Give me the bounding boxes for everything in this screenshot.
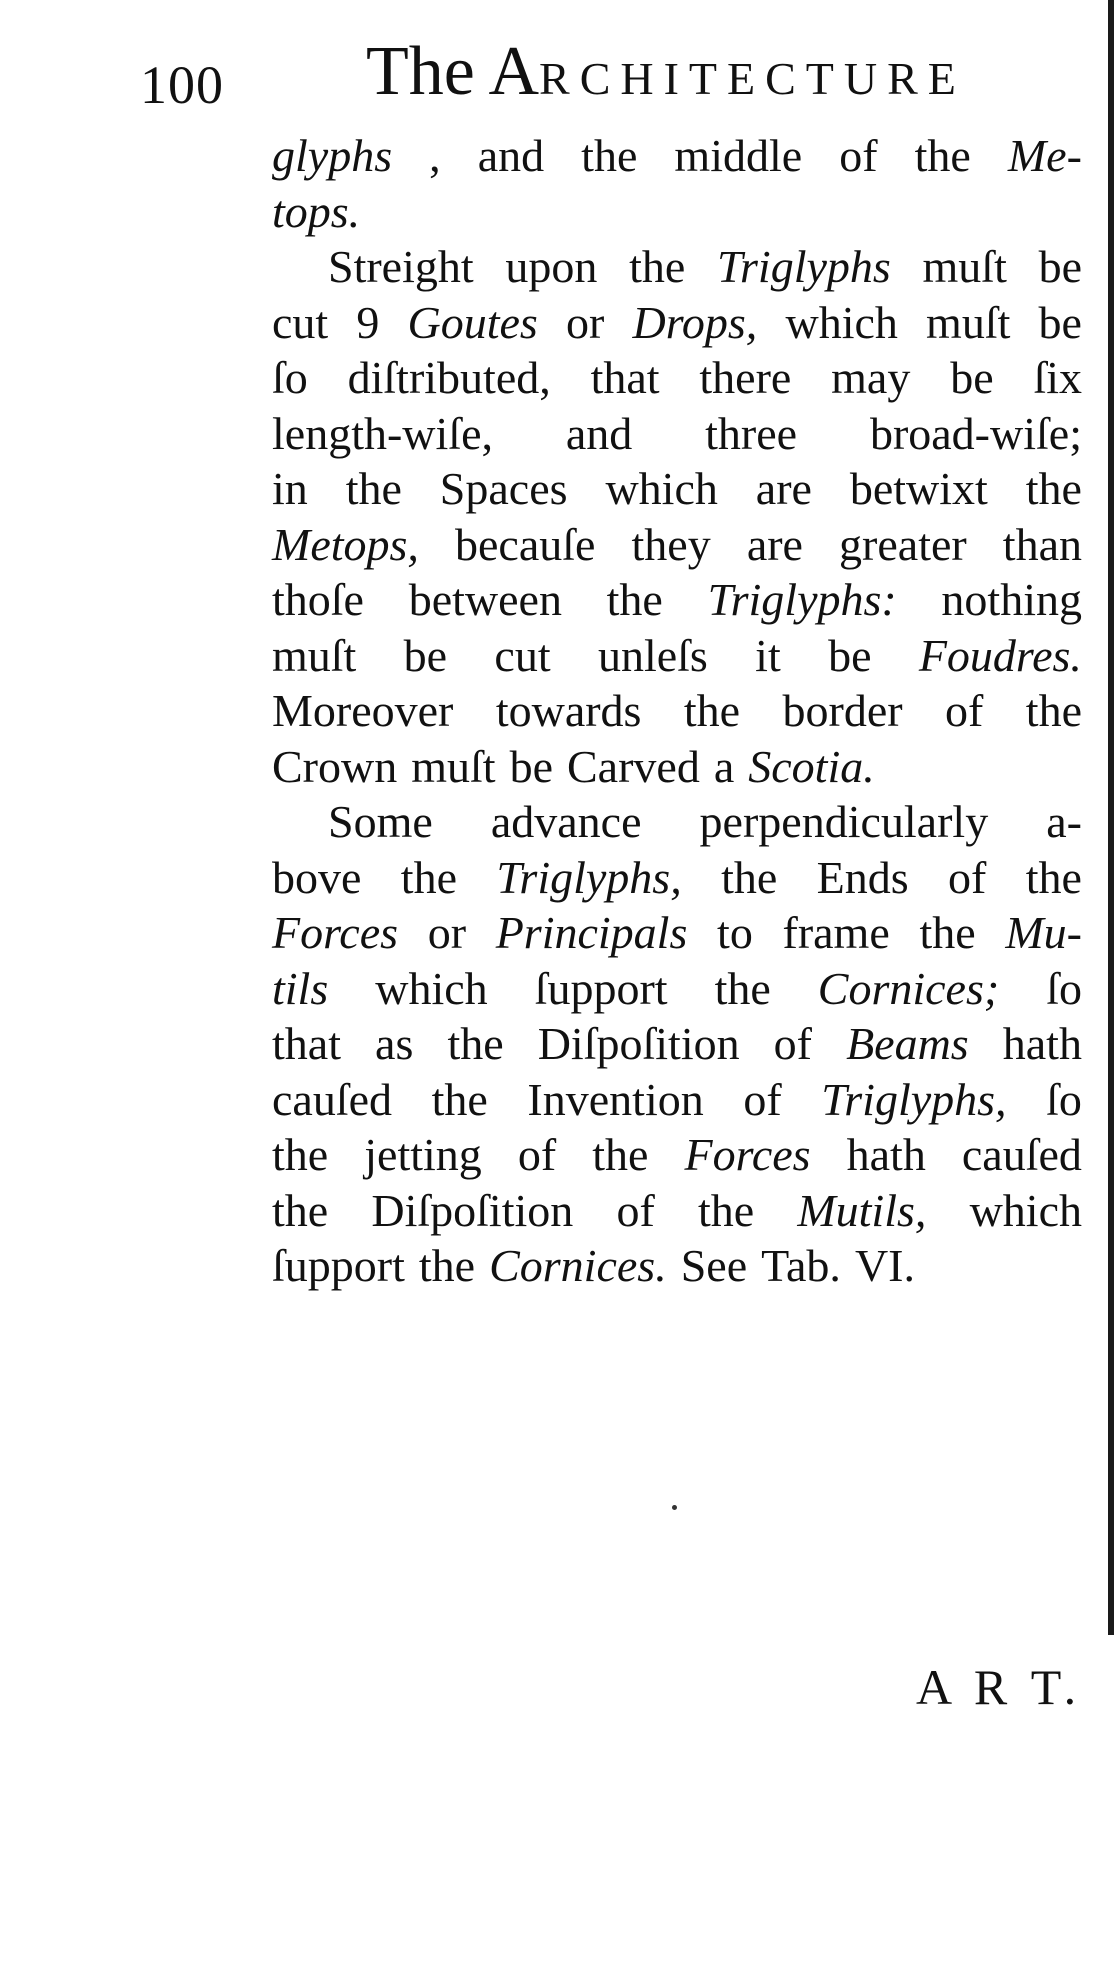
word: hath xyxy=(1002,1018,1082,1069)
word: Diſpoſition xyxy=(537,1018,740,1069)
italic-word: Metops, xyxy=(272,518,419,570)
word: frame xyxy=(782,907,890,958)
word: the xyxy=(697,1184,755,1236)
running-title xyxy=(366,32,966,119)
word: to xyxy=(717,907,753,958)
word: the xyxy=(606,574,663,625)
word: in xyxy=(272,463,308,514)
word: the xyxy=(447,1018,504,1069)
word: three xyxy=(705,407,798,459)
word: as xyxy=(375,1018,414,1069)
italic-word: Scotia. xyxy=(748,740,875,792)
text-line xyxy=(272,1183,1082,1239)
page-number: 100 xyxy=(140,55,224,115)
word: the xyxy=(919,907,976,958)
word: cut xyxy=(272,296,329,348)
word: jetting xyxy=(364,1129,482,1180)
text-line xyxy=(272,572,1082,628)
word: ſo xyxy=(272,352,308,403)
word: Some xyxy=(328,796,433,847)
text-line xyxy=(272,128,1082,184)
word: than xyxy=(1002,518,1082,570)
word: Moreover xyxy=(272,685,454,736)
word: Streight xyxy=(328,241,474,292)
word: may xyxy=(831,352,911,403)
text-line xyxy=(272,628,1082,684)
word: are xyxy=(755,463,812,514)
text-line xyxy=(272,1016,1082,1072)
word: cauſed xyxy=(272,1073,393,1125)
word: the xyxy=(581,130,638,181)
italic-word: Mu- xyxy=(1005,907,1082,958)
word: the xyxy=(1025,685,1082,736)
word: of xyxy=(743,1073,782,1125)
italic-word: Forces xyxy=(684,1129,811,1180)
italic-word: Triglyphs, xyxy=(496,851,682,903)
word: Diſpoſition xyxy=(371,1184,574,1236)
word: which xyxy=(605,463,718,514)
text-line xyxy=(272,517,1082,573)
word: or xyxy=(427,907,467,958)
italic-word: tils xyxy=(272,962,329,1014)
catchword: A R T. xyxy=(916,1659,1083,1715)
word: towards xyxy=(495,685,642,736)
word: which xyxy=(785,296,898,348)
word: a- xyxy=(1046,796,1082,847)
word: of xyxy=(839,130,878,181)
italic-word: Cornices. xyxy=(489,1240,667,1291)
text-line xyxy=(272,794,1082,850)
word: that xyxy=(272,1018,341,1069)
word: the xyxy=(714,962,771,1014)
italic-word: Foudres. xyxy=(918,629,1082,681)
text-line xyxy=(272,406,1082,462)
text-line xyxy=(272,961,1082,1017)
word: the xyxy=(1025,463,1082,514)
text-line xyxy=(272,350,1082,406)
word: unleſs xyxy=(597,629,708,681)
text-line xyxy=(272,905,1082,961)
word: be xyxy=(1038,296,1082,348)
word: cut xyxy=(494,629,551,681)
italic-word: Mutils, xyxy=(797,1184,927,1236)
italic-word: Cornices; xyxy=(817,962,1000,1014)
text-line xyxy=(272,1127,1082,1183)
word: broad-wiſe; xyxy=(869,407,1082,459)
word: muſt xyxy=(272,629,357,681)
word: of xyxy=(948,851,987,903)
word: 9 xyxy=(356,296,380,348)
italic-word: Triglyphs xyxy=(716,241,891,292)
word: muſt xyxy=(922,241,1007,292)
word: ſupport xyxy=(272,1240,405,1291)
word: the xyxy=(721,851,778,903)
word: ſo xyxy=(1046,962,1082,1014)
word: betwixt xyxy=(849,463,988,514)
italic-word: Forces xyxy=(272,907,399,958)
word: nothing xyxy=(941,574,1082,625)
italic-word: Beams xyxy=(846,1018,969,1069)
word: Spaces xyxy=(439,463,568,514)
word: be xyxy=(403,629,448,681)
word: the xyxy=(592,1129,649,1180)
word: be xyxy=(509,740,553,792)
word: between xyxy=(408,574,562,625)
word: Carved xyxy=(567,740,700,792)
word: VI. xyxy=(854,1240,915,1291)
word: of xyxy=(773,1018,812,1069)
word: , xyxy=(429,130,441,181)
word: bove xyxy=(272,851,362,903)
word: or xyxy=(566,296,605,348)
ink-speck xyxy=(672,1505,677,1510)
word: thoſe xyxy=(272,574,364,625)
word: a xyxy=(713,740,735,792)
body-text xyxy=(272,128,1082,1294)
word: and xyxy=(477,130,545,181)
word: of xyxy=(517,1129,557,1180)
italic-word: Goutes xyxy=(407,296,538,348)
text-line xyxy=(272,1238,1082,1294)
word: the xyxy=(629,241,686,292)
text-line xyxy=(272,184,1082,240)
italic-word: Drops, xyxy=(632,296,758,348)
word: are xyxy=(746,518,803,570)
word: the xyxy=(683,685,741,736)
word: the xyxy=(400,851,457,903)
word: border xyxy=(782,685,903,736)
word: the xyxy=(914,130,971,181)
word: ſupport xyxy=(534,962,668,1014)
word: they xyxy=(631,518,711,570)
word: which xyxy=(375,962,488,1014)
word: ſix xyxy=(1033,352,1082,403)
word: the xyxy=(272,1129,329,1180)
text-line xyxy=(272,850,1082,906)
word: muſt xyxy=(411,740,496,792)
word: the xyxy=(1025,851,1082,903)
italic-word: Principals xyxy=(495,907,688,958)
running-header xyxy=(140,32,1040,115)
word: it xyxy=(755,629,781,681)
word: ſo xyxy=(1046,1073,1082,1125)
word: of xyxy=(945,685,984,736)
word: the xyxy=(431,1073,488,1125)
text-line xyxy=(272,461,1082,517)
word: becauſe xyxy=(455,518,596,570)
italic-word: Me- xyxy=(1007,130,1082,181)
word: Invention xyxy=(527,1073,704,1125)
word: that xyxy=(590,352,660,403)
word: Crown xyxy=(272,740,398,792)
word: the xyxy=(272,1184,329,1236)
word: diſtributed, xyxy=(347,352,551,403)
italic-word: Triglyphs: xyxy=(707,574,897,625)
word: there xyxy=(699,352,792,403)
word: be xyxy=(1038,241,1082,292)
text-line xyxy=(272,739,1082,795)
word: advance xyxy=(490,796,642,847)
word: hath xyxy=(846,1129,926,1180)
text-line xyxy=(272,295,1082,351)
word: the xyxy=(345,463,402,514)
text-line xyxy=(272,1072,1082,1128)
word: greater xyxy=(839,518,967,570)
word: upon xyxy=(505,241,598,292)
word: and xyxy=(565,407,633,459)
word: middle xyxy=(674,130,803,181)
running-title-smallcaps: RCHITECTURE xyxy=(539,53,966,104)
page-edge-rule xyxy=(1108,0,1114,1635)
word: muſt xyxy=(926,296,1011,348)
italic-word: glyphs xyxy=(272,130,393,181)
text-line xyxy=(272,683,1082,739)
italic-word: Triglyphs, xyxy=(821,1073,1007,1125)
text-line xyxy=(272,239,1082,295)
word: See xyxy=(680,1240,748,1291)
word: perpendicularly xyxy=(699,796,989,847)
word: the xyxy=(418,1240,476,1291)
word: Tab. xyxy=(761,1240,841,1291)
word: which xyxy=(969,1184,1082,1236)
word: be xyxy=(828,629,872,681)
word: cauſed xyxy=(961,1129,1082,1180)
word: length-wiſe, xyxy=(272,407,493,459)
italic-word: tops. xyxy=(272,185,361,237)
running-title-cap: The A xyxy=(366,33,540,110)
word: Ends xyxy=(816,851,909,903)
word: of xyxy=(616,1184,655,1236)
word: be xyxy=(950,352,994,403)
